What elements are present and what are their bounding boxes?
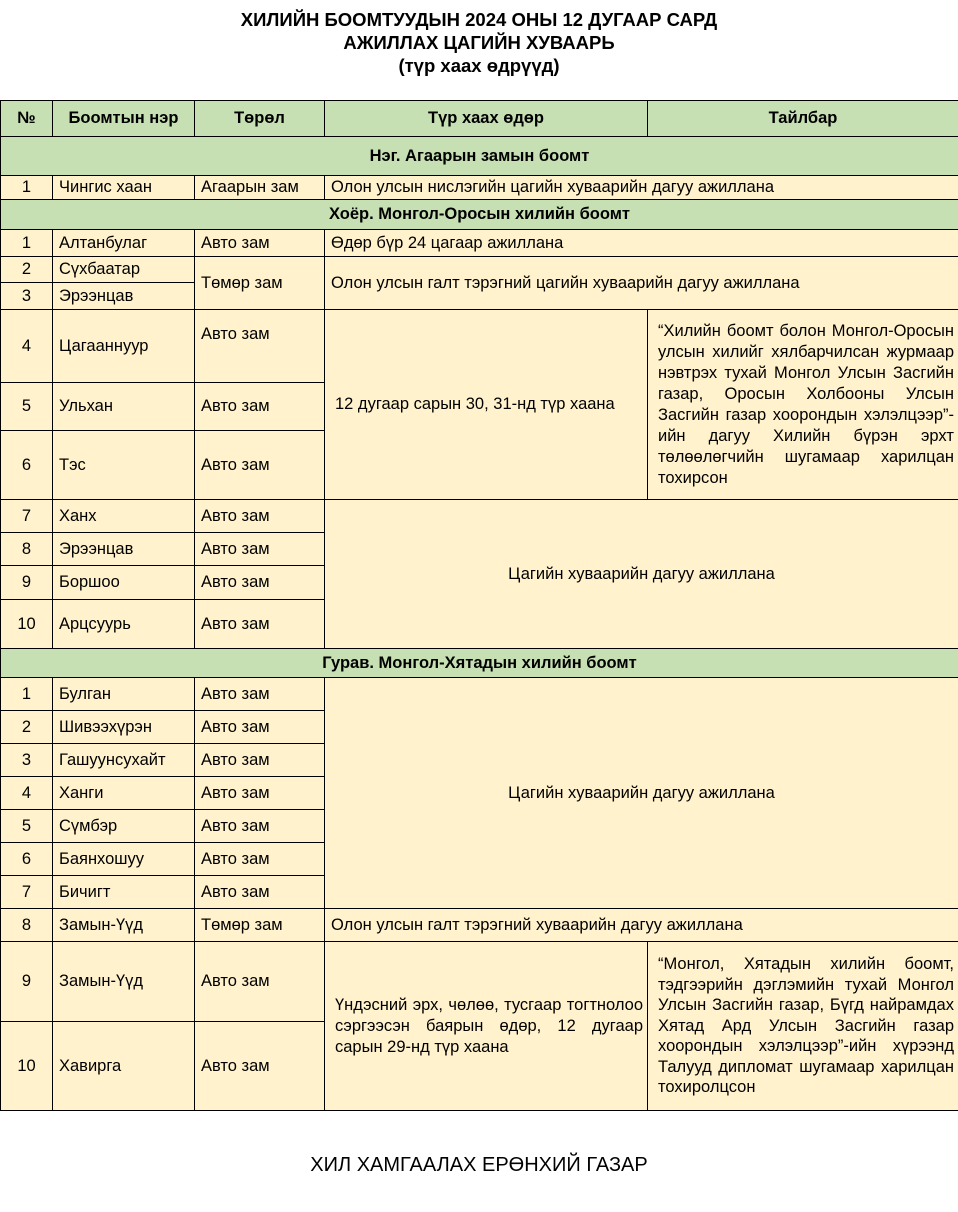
section-row [1, 137, 958, 176]
header-closure: Түр хаах өдөр [325, 101, 648, 137]
table-row [1, 942, 958, 1022]
table-row [1, 230, 958, 257]
row-num: 1 [1, 230, 53, 257]
header-type: Төрөл [195, 101, 325, 137]
table-row [1, 909, 958, 942]
port-type: Авто зам [195, 533, 325, 566]
port-type: Авто зам [195, 810, 325, 843]
port-name: Сүмбэр [53, 810, 195, 843]
section-title-china: Гурав. Монгол-Хятадын хилийн боомт [1, 649, 958, 678]
port-name: Ханги [53, 777, 195, 810]
note-text: “Хилийн боомт болон Монгол-Оросын улсын хилийг хялбарчилсан журмаар нэвтрэх тухай Монгол Улсын Засгийн газар, Оросын Холбооны Улсын Засгийн газар хоорондын хэлэлцээр”-ийн дагуу Хилийн бүрэн эрхт төлөөлөгчийн шугамаар харилцан тохирсон [648, 310, 958, 500]
note-text: “Монгол, Хятадын хилийн боомт, тэдгээрийн дэглэмийн тухай Монгол Улсын Засгийн газар, Бүгд найрамдах Хятад Ард Улсын Засгийн газар хоорондын хэлэлцээр”-ийн хүрээнд Талууд дипломат шугамаар харилцан тохиролцсон [648, 942, 958, 1111]
row-num: 9 [1, 942, 53, 1022]
schedule-text: Өдөр бүр 24 цагаар ажиллана [325, 230, 958, 257]
port-type: Авто зам [195, 230, 325, 257]
port-name: Булган [53, 678, 195, 711]
title-line-1: ХИЛИЙН БООМТУУДЫН 2024 ОНЫ 12 ДУГААР САРД [240, 9, 718, 30]
port-type: Авто зам [195, 566, 325, 600]
row-num: 8 [1, 533, 53, 566]
table-row [1, 678, 958, 711]
table-row [1, 257, 958, 283]
port-name: Бичигт [53, 876, 195, 909]
schedule-text: Цагийн хуваарийн дагуу ажиллана [325, 678, 958, 909]
section-row [1, 200, 958, 230]
port-name: Баянхошуу [53, 843, 195, 876]
port-name: Гашуунсухайт [53, 744, 195, 777]
port-type: Авто зам [195, 431, 325, 500]
schedule-text: Олон улсын галт тэрэгний цагийн хуваарийн дагуу ажиллана [325, 257, 958, 310]
row-num: 7 [1, 876, 53, 909]
row-num: 8 [1, 909, 53, 942]
port-type: Авто зам [195, 711, 325, 744]
port-name: Боршоо [53, 566, 195, 600]
port-type: Авто зам [195, 1022, 325, 1111]
port-name: Эрээнцав [53, 283, 195, 310]
port-type: Агаарын зам [195, 176, 325, 200]
row-num: 5 [1, 810, 53, 843]
row-num: 2 [1, 257, 53, 283]
schedule-table [0, 100, 958, 1111]
closure-text: Үндэсний эрх, чөлөө, тусгаар тогтнолоо сэргээсэн баярын өдөр, 12 дугаар сарын 29-нд түр хаана [325, 942, 648, 1111]
port-name: Алтанбулаг [53, 230, 195, 257]
table-row [1, 176, 958, 200]
schedule-text: Олон улсын нислэгийн цагийн хуваарийн дагуу ажиллана [325, 176, 958, 200]
row-num: 5 [1, 383, 53, 431]
schedule-text: Цагийн хуваарийн дагуу ажиллана [325, 500, 958, 649]
port-type: Авто зам [195, 744, 325, 777]
row-num: 4 [1, 777, 53, 810]
port-type: Авто зам [195, 942, 325, 1022]
section-title-air: Нэг. Агаарын замын боомт [1, 137, 958, 176]
port-type: Авто зам [195, 678, 325, 711]
port-type: Авто зам [195, 383, 325, 431]
row-num: 4 [1, 310, 53, 383]
table-row [1, 500, 958, 533]
port-name: Ульхан [53, 383, 195, 431]
table-header-row [1, 101, 958, 137]
port-type: Авто зам [195, 843, 325, 876]
port-name: Сүхбаатар [53, 257, 195, 283]
row-num: 6 [1, 843, 53, 876]
header-note: Тайлбар [648, 101, 958, 137]
table-row [1, 310, 958, 383]
row-num: 2 [1, 711, 53, 744]
port-type: Авто зам [195, 600, 325, 649]
port-type: Авто зам [195, 310, 325, 383]
port-type: Төмөр зам [195, 909, 325, 942]
port-type: Авто зам [195, 500, 325, 533]
port-name: Шивээхүрэн [53, 711, 195, 744]
title-line-3: (түр хаах өдрүүд) [398, 55, 560, 76]
port-name: Арцсуурь [53, 600, 195, 649]
port-name: Цагааннуур [53, 310, 195, 383]
header-num: № [1, 101, 53, 137]
row-num: 1 [1, 678, 53, 711]
footer-org-name: ХИЛ ХАМГААЛАХ ЕРӨНХИЙ ГАЗАР [310, 1154, 648, 1176]
port-name: Тэс [53, 431, 195, 500]
port-name: Хавирга [53, 1022, 195, 1111]
section-row [1, 649, 958, 678]
port-name: Замын-Үүд [53, 909, 195, 942]
port-name: Ханх [53, 500, 195, 533]
row-num: 6 [1, 431, 53, 500]
port-name: Эрээнцав [53, 533, 195, 566]
schedule-text: Олон улсын галт тэрэгний хуваарийн дагуу ажиллана [325, 909, 958, 942]
title-line-2: АЖИЛЛАХ ЦАГИЙН ХУВААРЬ [343, 32, 615, 53]
port-type: Төмөр зам [195, 257, 325, 310]
header-name: Боомтын нэр [53, 101, 195, 137]
port-type: Авто зам [195, 777, 325, 810]
row-num: 3 [1, 283, 53, 310]
row-num: 10 [1, 1022, 53, 1111]
row-num: 3 [1, 744, 53, 777]
port-name: Чингис хаан [53, 176, 195, 200]
port-type: Авто зам [195, 876, 325, 909]
row-num: 1 [1, 176, 53, 200]
section-title-russia: Хоёр. Монгол-Оросын хилийн боомт [1, 200, 958, 230]
closure-text: 12 дугаар сарын 30, 31-нд түр хаана [325, 310, 648, 500]
row-num: 7 [1, 500, 53, 533]
row-num: 9 [1, 566, 53, 600]
port-name: Замын-Үүд [53, 942, 195, 1022]
row-num: 10 [1, 600, 53, 649]
